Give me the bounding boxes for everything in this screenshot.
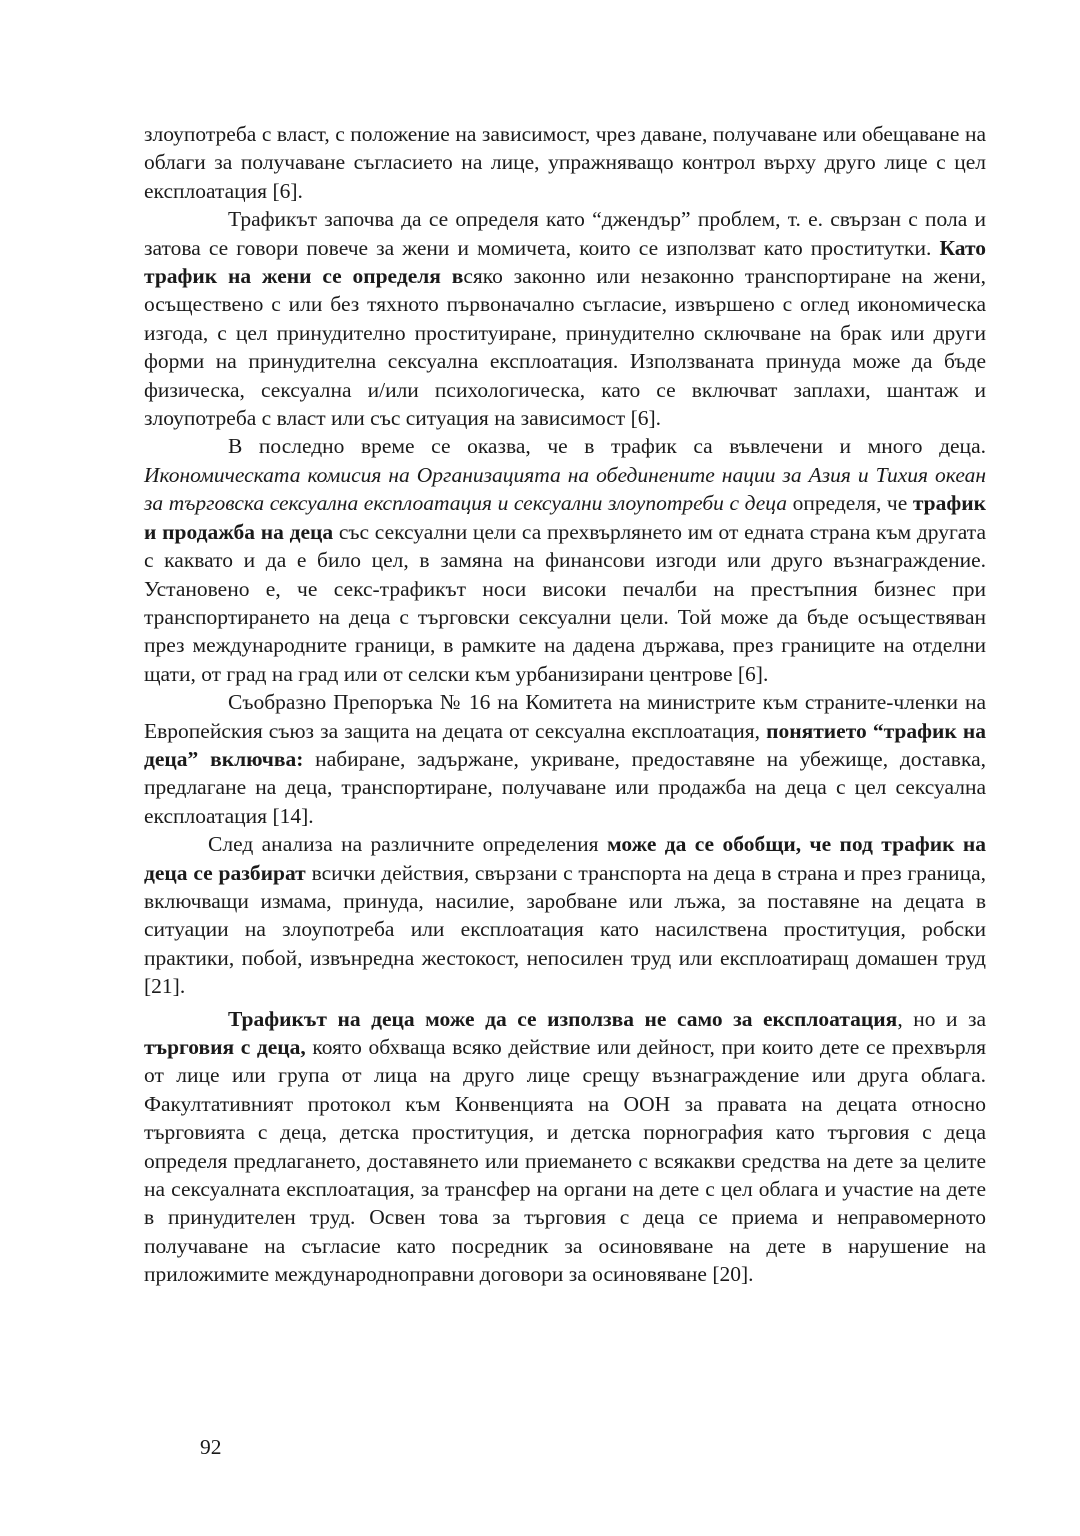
paragraph-5 xyxy=(144,830,986,1000)
paragraph-2 xyxy=(144,205,986,432)
text-run: със сексуални цели са прехвърлянето им от едната страна към другата с каквато и да е било цел, в замяна на финансови изгоди или друго възнаграждение. Установено е, че секс-трафикът носи високи печалби на престъпния бизнес при транспортирането на деца с търговски сексуални цели. Той може да бъде осъществяван през международните граници, в рамките на дадена държава, през границите на отделни щати, от град на град или от селски към урбанизирани центрове [6]. xyxy=(144,519,986,686)
page-number: 92 xyxy=(200,1435,222,1459)
text-run: злоупотреба с власт, с положение на зависимост, чрез даване, получаване или обещаване на облаги за получаване съгласието на лице, упражняващо контрол върху друго лице с цел експлоатация [6]. xyxy=(144,122,986,203)
text-run: набиране, задържане, укриване, предоставяне на убежище, доставка, предлагане на деца, транспортиране, получаване или продажба на деца с цел сексуална експлоатация [14]. xyxy=(144,746,986,828)
text-run: Съобразно Препоръка № 16 на Комитета на министрите към страните-членки на Европейския съюз за защита на децата от сексуална експлоатация, xyxy=(144,690,986,743)
bold-text: Трафикът на деца може да се използва не само за експлоатация xyxy=(228,1006,898,1031)
text-run: В последно време се оказва, че в трафик са въвлечени и много деца. xyxy=(228,434,986,459)
paragraph-3 xyxy=(144,432,986,688)
text-run: определя, че xyxy=(787,491,913,516)
bold-text: трафик и продажба на деца xyxy=(144,491,986,544)
paragraph-1 xyxy=(144,120,986,205)
italic-text: Икономическата комисия на Организацията на обединените нации за Азия и Тихия океан за търговска сексуална експлоатация и сексуални злоупотреби с деца xyxy=(144,462,986,516)
text-run: сяко законно или незаконно транспортиране на жени, осъществено с или без тяхното първоначално съгласие, извършено с оглед икономическа изгода, с цел принудително проституиране, принудително сключване на брак или други форми на принудителна сексуална експлоатация. Използваната принуда може да бъде физическа, сексуална и/или психологическа, като се включват заплахи, шантаж и злоупотреба с власт или със ситуация на зависимост [6]. xyxy=(144,264,987,431)
bold-text: понятието “трафик на деца” включва: xyxy=(144,718,986,771)
page-body xyxy=(144,120,986,1289)
bold-text: търговия с деца, xyxy=(144,1035,306,1059)
paragraph-6 xyxy=(144,1005,986,1289)
text-run: Трафикът започва да се определя като “джендър” проблем, т. е. свързан с пола и затова се говори повече за жени и момичета, които се използват като проститутки. xyxy=(144,207,986,260)
bold-text: Като трафик на жени се определя в xyxy=(144,235,986,289)
text-run: , но и за xyxy=(897,1006,986,1031)
text-run: която обхваща всяко действие или дейност, при които дете се прехвърля от лице или група от лица на друго лице срещу възнаграждение или друга облага. Факултативният протокол към Конвенцията на ООН за правата на децата относно търговията с деца, детска проституция, и детска порнография като търговия с деца определя предлагането, доставянето или приемането с всякакви средства на дете за целите на сексуалната експлоатация, за трансфер на органи на дете с цел облага и участие на дете в принудителен труд. Освен това за търговия с деца се приема и неправомерното получаване на съгласие като посредник за осиновяване на дете в нарушение на приложимите международноправни договори за осиновяване [20]. xyxy=(144,1035,986,1287)
bold-text: може да се обобщи, че под трафик на деца се разбират xyxy=(144,832,986,885)
paragraph-4 xyxy=(144,688,986,830)
text-run: След анализа на различните определения xyxy=(208,832,607,857)
text-run: всички действия, свързани с транспорта на деца в страна и през граница, включващи измама, принуда, насилие, заробване или лъжа, за поставяне на децата в ситуации на злоупотреба или експлоатация като насилствена проституция, робски практики, побой, извънредна жестокост, непосилен труд или експлоатиращ домашен труд [21]. xyxy=(144,860,986,999)
